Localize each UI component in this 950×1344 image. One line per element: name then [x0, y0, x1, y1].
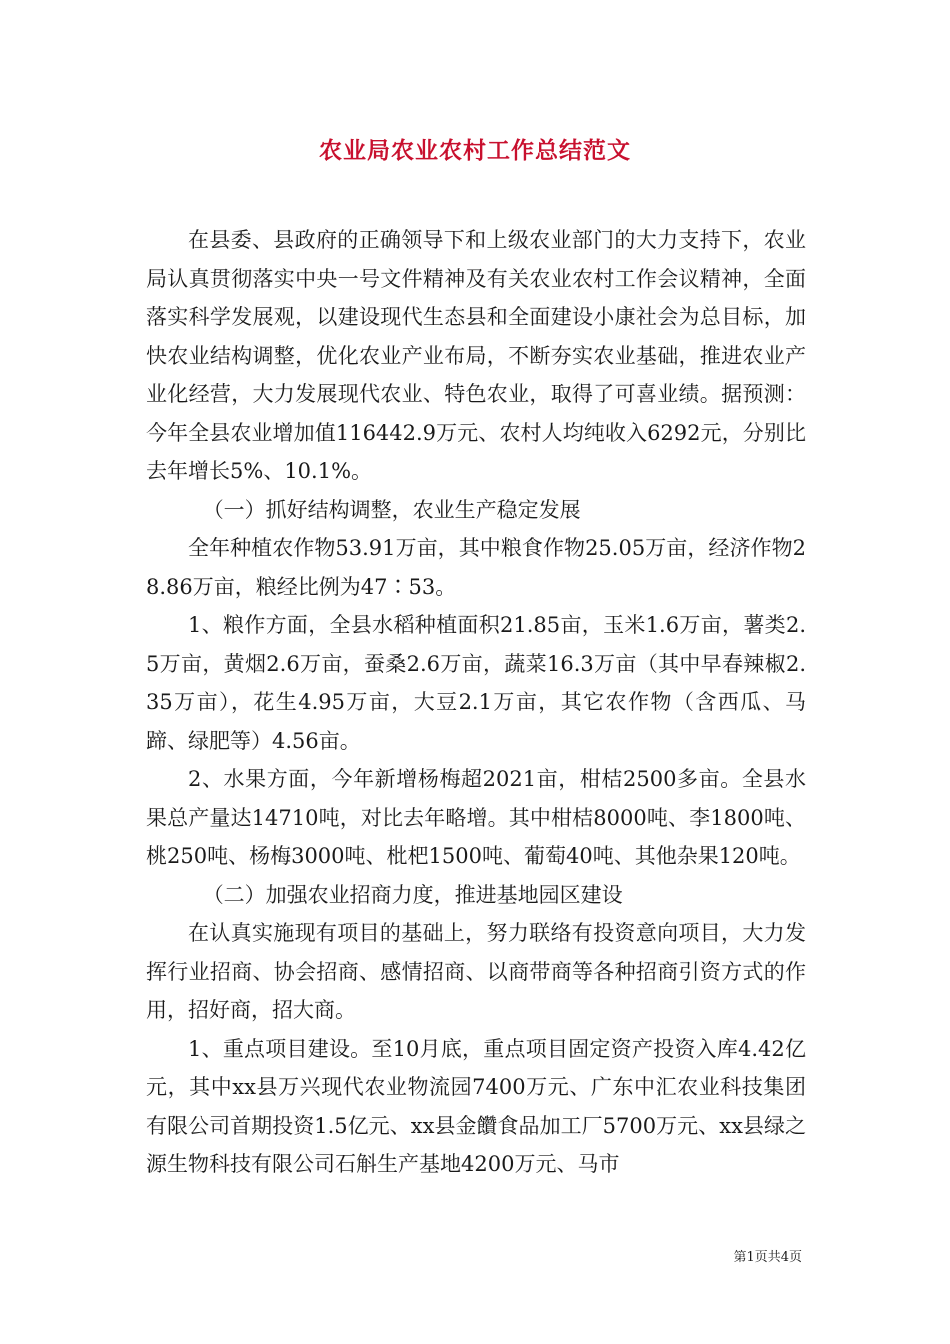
- page-indicator: 第1页共4页: [733, 1250, 802, 1265]
- section-heading-investment: （二）加强农业招商力度，推进基地园区建设: [202, 882, 623, 907]
- paragraph-key-projects: 1、重点项目建设。至10月底，重点项目固定资产投资入库4.42亿元，其中xx县万兴现代农业物流园7400万元、广东中汇农业科技集团有限公司首期投资1.5亿元、xx县金饡食品加工厂5700万元、xx县绿之源生物科技有限公司石斛生产基地4200万元、马市: [146, 1036, 806, 1176]
- paragraph-intro: 在县委、县政府的正确领导下和上级农业部门的大力支持下，农业局认真贯彻落实中央一号文件精神及有关农业农村工作会议精神，全面落实科学发展观，以建设现代生态县和全面建设小康社会为总目标，加快农业结构调整，优化农业产业布局，不断夯实农业基础，推进农业产业化经营，大力发展现代农业、特色农业，取得了可喜业绩。据预测：今年全县农业增加值116442.9万元、农村人均纯收入6292元，分别比去年增长5%、10.1%。: [146, 228, 806, 483]
- paragraph-crop-area: 全年种植农作物53.91万亩，其中粮食作物25.05万亩，经济作物28.86万亩，粮经比例为47∶53。: [146, 536, 806, 599]
- paragraph-investment: 在认真实施现有项目的基础上，努力联络有投资意向项目，大力发挥行业招商、协会招商、感情招商、以商带商等各种招商引资方式的作用，招好商，招大商。: [146, 921, 806, 1022]
- document-title: 农业局农业农村工作总结范文: [319, 137, 631, 164]
- document-body: [146, 221, 806, 1184]
- section-heading-structure: （一）抓好结构调整，农业生产稳定发展: [202, 497, 581, 522]
- paragraph-grain-crops: 1、粮作方面，全县水稻种植面积21.85亩，玉米1.6万亩，薯类2.5万亩，黄烟2.6万亩，蚕桑2.6万亩，蔬菜16.3万亩（其中早春辣椒2.35万亩），花生4.95万亩，大豆2.1万亩，其它农作物（含西瓜、马蹄、绿肥等）4.56亩。: [146, 613, 806, 753]
- paragraph-fruit: 2、水果方面，今年新增杨梅超2021亩，柑桔2500多亩。全县水果总产量达14710吨，对比去年略增。其中柑桔8000吨、李1800吨、桃250吨、杨梅3000吨、枇杷1500吨、葡萄40吨、其他杂果120吨。: [146, 767, 806, 868]
